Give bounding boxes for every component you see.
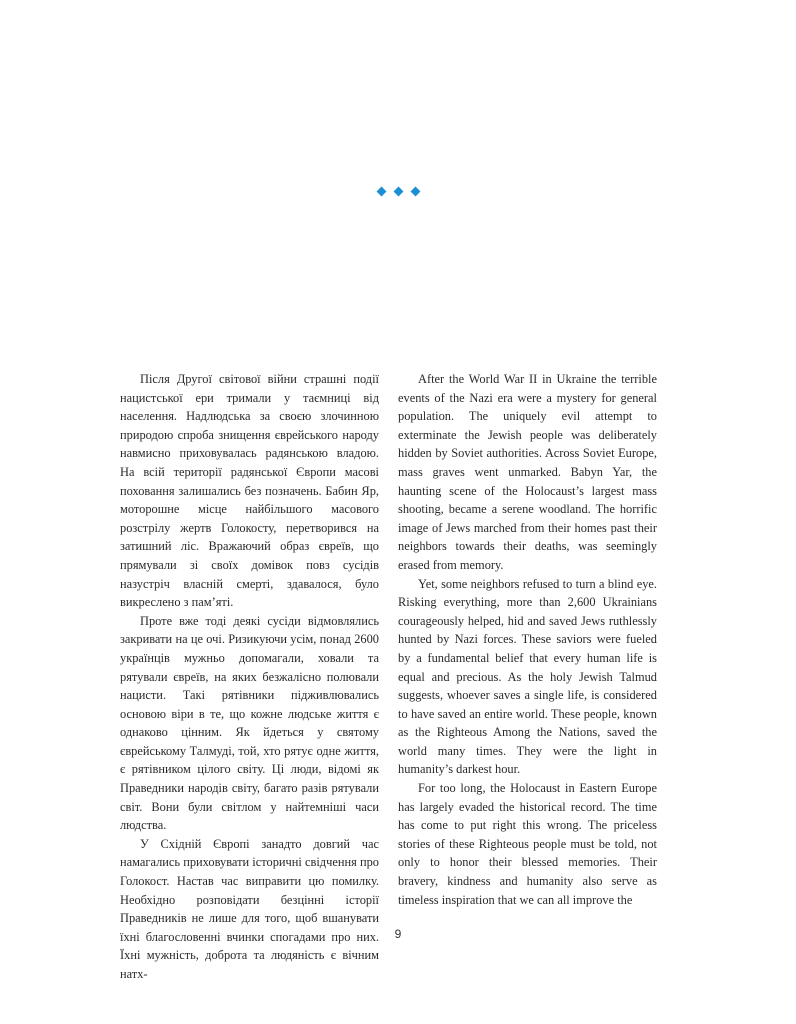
paragraph: For too long, the Holocaust in Eastern Europe has largely evaded the historical record. The time has come to put right this wrong. The priceless stories of these Righteous people must be told, not only to honor their blessed memories. Their bravery, kindness and humanity also serve as timeless inspiration that we can all improve the xyxy=(398,781,657,907)
paragraph: After the World War II in Ukraine the terrible events of the Nazi era were a mystery for general population. The uniquely evil attempt to exterminate the Jewish people was deliberately hidden by Soviet authorities. Across Soviet Europe, mass graves went unmarked. Babyn Yar, the haunting scene of the Holocaust’s largest mass shooting, became a serene woodland. The horrific image of Jews marched from their homes past their neighbors towards their deaths, was seemingly erased from memory. xyxy=(398,372,657,572)
diamond-icon xyxy=(393,187,403,197)
section-ornament xyxy=(0,188,796,195)
paragraph: Yet, some neighbors refused to turn a blind eye. Risking everything, more than 2,600 Ukrainians courageously helped, hid and saved Jews ruthlessly hunted by Nazi forces. These saviors were fueled by a fundamental belief that every human life is equal and precious. As the holy Jewish Talmud suggests, whoever saves a single life, is considered to have saved an entire world. These people, known as the Righteous Among the Nations, saved the world many times. They were the light in humanity’s darkest hour. xyxy=(398,576,657,777)
ukrainian-text-column xyxy=(120,370,379,984)
diamond-icon xyxy=(376,187,386,197)
paragraph: Проте вже тоді деякі сусіди відмовлялись закривати на це очі. Ризикуючи усім, понад 2600 українців мужньо допомагали, ховали та рятували євреїв, на яких безжалісно полювали нацисти. Такі рятівники підживлювались основою віри в те, що кожне людське життя є однаково цінним. Як йдеться у святому єврейському Талмуді, той, хто рятує одне життя, є рятівником цілого світу. Ці люди, відомі як Праведники народів світу, багато разів рятували світ. Вони були світлом у найтемніші часи людства. xyxy=(120,613,379,833)
page-number: 9 xyxy=(394,927,402,941)
paragraph: У Східній Європі занадто довгий час намагались приховувати історичні свідчення про Голокост. Настав час виправити цю помилку. Необхідно розповідати безцінні історії Праведників не лише для того, щоб вшанувати їхні благословенні вчинки спогадами про них. Їхні мужність, доброта та людяність є вічним натх- xyxy=(120,836,379,981)
paragraph: Після Другої світової війни страшні події нацистської ери тримали у таємниці від населення. Надлюдська за своєю злочинною природою спроба знищення єврейського народу навмисно приховувалась радянською владою. На всій території радянської Європи масові поховання залишались без позначень. Бабин Яр, моторошне місце найбільшого масового розстрілу жертв Голокосту, перетворився на затишний ліс. Вражаючий образ євреїв, що прямували зі своїх домівок повз сусідів назустріч власній смерті, здавалося, було викреслено з пам’яті. xyxy=(120,372,379,610)
diamond-icon xyxy=(410,187,420,197)
english-text-column xyxy=(398,370,657,909)
